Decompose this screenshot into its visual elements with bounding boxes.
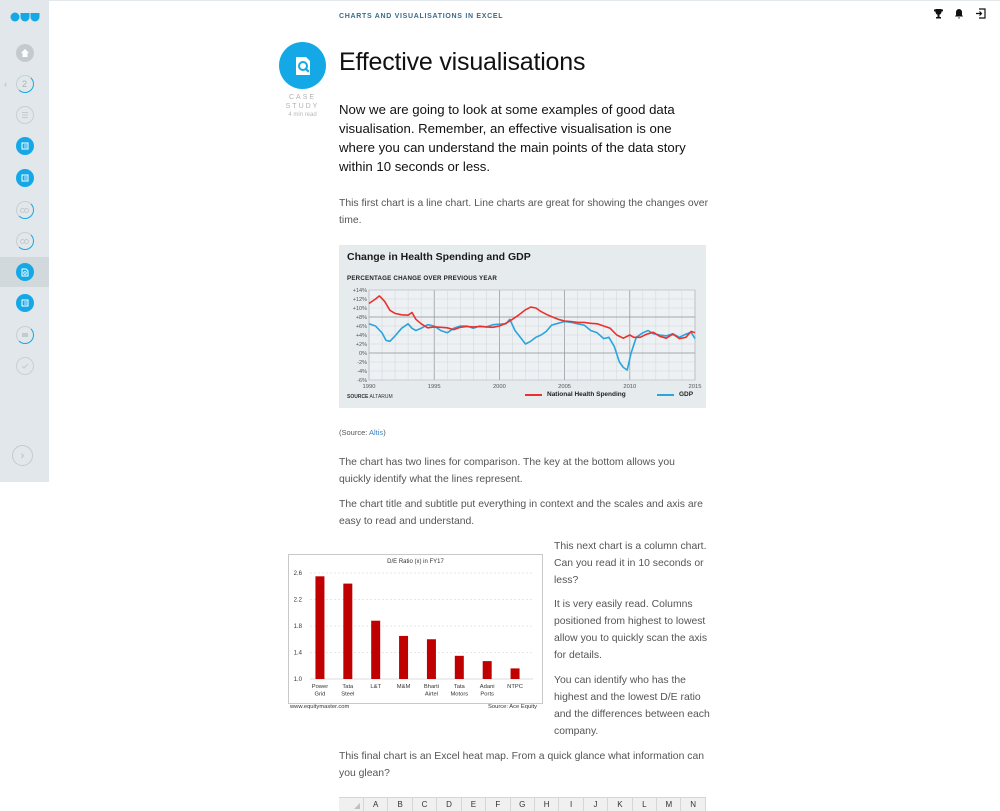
binoculars-icon	[16, 201, 34, 219]
chat-icon	[16, 326, 34, 344]
source-label: SOURCE	[347, 394, 369, 400]
excel-column-n[interactable]: N	[681, 798, 705, 811]
line-chart-image	[339, 245, 706, 408]
article-icon	[16, 137, 34, 155]
x-tick-label: L&T	[370, 684, 382, 690]
lead-paragraph: Now we are going to look at some examples of good data visualisation. Remember, an effective visualisation is one where you can understand the main points of the data story within 10 seconds or less.	[339, 102, 686, 174]
column-chart-plot	[288, 554, 543, 702]
x-tick-label: Ports	[480, 691, 494, 698]
legend-swatch-blue	[657, 394, 674, 396]
caption-suffix: )	[383, 428, 386, 437]
study-label: STUDY	[285, 103, 320, 110]
case-label: CASE	[288, 94, 317, 101]
sidebar-item-explore-2[interactable]	[0, 226, 49, 256]
progress-number: 2	[21, 79, 27, 89]
y-tick-label: -4%	[357, 369, 367, 375]
caption-prefix: (Source:	[339, 428, 370, 437]
logout-icon[interactable]	[974, 7, 986, 20]
sidebar-item-article-2[interactable]	[0, 163, 49, 193]
x-tick-label: Adani	[479, 684, 495, 690]
y-tick-label: 1.4	[293, 650, 302, 657]
excel-column-d[interactable]: D	[437, 798, 461, 811]
legend-label: GDP	[679, 391, 694, 398]
bar-bharti-airtel	[427, 639, 436, 679]
x-tick-label: Tata	[453, 684, 465, 690]
breadcrumb-kicker: CHARTS AND VISUALISATIONS IN EXCEL	[339, 13, 504, 20]
y-tick-label: 0%	[359, 351, 367, 357]
header-actions	[932, 7, 986, 20]
sidebar-item-article-3[interactable]	[0, 288, 49, 318]
x-tick-label: NTPC	[507, 684, 523, 690]
source-link[interactable]: Altis	[369, 428, 384, 437]
top-border	[0, 0, 1000, 1]
y-tick-label: -2%	[357, 360, 367, 366]
bar-power-grid	[315, 576, 324, 679]
case-study-icon	[16, 263, 34, 281]
x-tick-label: Motors	[450, 691, 469, 698]
paragraph-heat-map-intro: This final chart is an Excel heat map. From a quick glance what information can you glean?	[339, 751, 704, 779]
bell-icon[interactable]	[953, 7, 965, 20]
excel-column-k[interactable]: K	[608, 798, 632, 811]
y-tick-label: +14%	[352, 288, 367, 294]
paragraph-line-chart-intro: This first chart is a line chart. Line charts are great for showing the changes over time.	[339, 198, 709, 226]
x-tick-label: M&M	[396, 684, 411, 690]
line-chart-subtitle: PERCENTAGE CHANGE OVER PREVIOUS YEAR	[347, 275, 497, 282]
x-tick-label: Power	[311, 684, 329, 690]
sidebar-item-quiz[interactable]	[0, 351, 49, 381]
excel-column-a[interactable]: A	[364, 798, 388, 811]
bar-mm	[399, 636, 408, 679]
y-tick-label: +4%	[355, 333, 367, 339]
excel-column-f[interactable]: F	[486, 798, 510, 811]
next-button[interactable]	[12, 445, 33, 466]
excel-column-g[interactable]: G	[511, 798, 535, 811]
x-tick-label: 1990	[362, 384, 376, 390]
chevron-right-icon: ›	[20, 449, 25, 462]
sidebar-home[interactable]	[0, 38, 49, 68]
legend-swatch-red	[525, 394, 542, 396]
paragraph-column-easy: It is very easily read. Columns positioned from highest to lowest allow you to quickly scan the axis for details.	[554, 599, 708, 661]
x-tick-label: 2000	[492, 384, 506, 390]
y-tick-label: -6%	[357, 378, 367, 384]
sidebar-item-explore-1[interactable]	[0, 195, 49, 225]
paragraph-column-identify: You can identify who has the highest and the lowest D/E ratio and the differences between each company.	[554, 675, 710, 737]
excel-column-l[interactable]: L	[633, 798, 657, 811]
column-chart-image	[288, 554, 543, 712]
column-chart-footer-right: Source: Ace Equity	[488, 704, 537, 710]
x-tick-label: Grid	[314, 691, 326, 698]
sidebar-item-article-1[interactable]	[0, 131, 49, 161]
bar-tata-motors	[455, 656, 464, 679]
page-title: Effective visualisations	[339, 48, 586, 76]
excel-column-c[interactable]: C	[413, 798, 437, 811]
y-tick-label: 2.6	[293, 571, 302, 577]
bar-lt	[371, 621, 380, 679]
line-chart-plot	[339, 245, 706, 408]
check-icon	[16, 357, 34, 375]
sidebar-item-discussion[interactable]	[0, 320, 49, 350]
case-study-label	[279, 93, 326, 111]
line-chart-title: Change in Health Spending and GDP	[347, 251, 531, 263]
x-tick-label: Steel	[341, 691, 355, 698]
sidebar-progress[interactable]	[0, 69, 49, 99]
legend-gdp	[657, 391, 693, 398]
case-study-icon	[292, 55, 314, 77]
x-tick-label: 1995	[427, 384, 441, 390]
paragraph-two-lines: The chart has two lines for comparison. The key at the bottom allows you quickly identify what the lines represent.	[339, 457, 675, 485]
excel-column-header	[339, 797, 706, 811]
column-chart-title: D/E Ratio (x) in FY17	[387, 559, 444, 565]
image-caption	[339, 428, 386, 437]
case-study-badge	[279, 42, 326, 89]
paragraph-title-context: The chart title and subtitle put everything in context and the scales and axis are easy to read and understand.	[339, 499, 703, 527]
source-value: ALTARUM	[369, 394, 393, 400]
x-tick-label: Bharti	[423, 684, 440, 690]
legend-label: National Health Spending	[547, 391, 626, 398]
x-tick-label: Airtel	[424, 691, 439, 698]
y-tick-label: +12%	[352, 297, 367, 303]
excel-column-b[interactable]: B	[388, 798, 412, 811]
y-tick-label: +10%	[352, 306, 367, 312]
excel-column-i[interactable]: I	[559, 798, 583, 811]
back-chevron-icon[interactable]: ‹	[4, 79, 7, 89]
y-tick-label: +6%	[355, 324, 367, 330]
excel-column-j[interactable]: J	[584, 798, 608, 811]
column-chart-footer-left: www.equitymaster.com	[290, 704, 350, 710]
trophy-icon[interactable]	[932, 7, 944, 20]
x-tick-label: 2005	[558, 384, 572, 390]
paragraph-column-intro: This next chart is a column chart. Can you read it in 10 seconds or less?	[554, 541, 707, 586]
y-tick-label: 2.2	[293, 597, 302, 604]
line-chart-source	[347, 394, 393, 400]
y-tick-label: 1.8	[293, 624, 302, 630]
home-icon	[16, 44, 34, 62]
article-icon	[16, 169, 34, 187]
y-tick-label: 1.0	[293, 677, 302, 683]
bar-ntpc	[511, 668, 520, 679]
sidebar-item-case-study-active[interactable]	[0, 257, 49, 287]
bar-adani-ports	[483, 661, 492, 679]
x-tick-label: 2015	[688, 384, 702, 390]
binoculars-icon	[16, 232, 34, 250]
bar-tata-steel	[343, 584, 352, 679]
select-all-corner[interactable]	[339, 798, 364, 811]
progress-ring	[16, 75, 34, 93]
sidebar-item-list[interactable]	[0, 100, 49, 130]
legend-health	[525, 391, 626, 398]
article-icon	[16, 294, 34, 312]
brand-logo	[10, 12, 40, 22]
excel-column-m[interactable]: M	[657, 798, 681, 811]
x-tick-label: 2010	[623, 384, 637, 390]
x-tick-label: Tata	[342, 684, 354, 690]
read-time: 4 min read	[288, 112, 317, 118]
list-icon	[16, 106, 34, 124]
course-sidebar	[0, 0, 49, 482]
excel-column-e[interactable]: E	[462, 798, 486, 811]
y-tick-label: +8%	[355, 315, 367, 321]
y-tick-label: +2%	[355, 342, 367, 348]
excel-column-h[interactable]: H	[535, 798, 559, 811]
